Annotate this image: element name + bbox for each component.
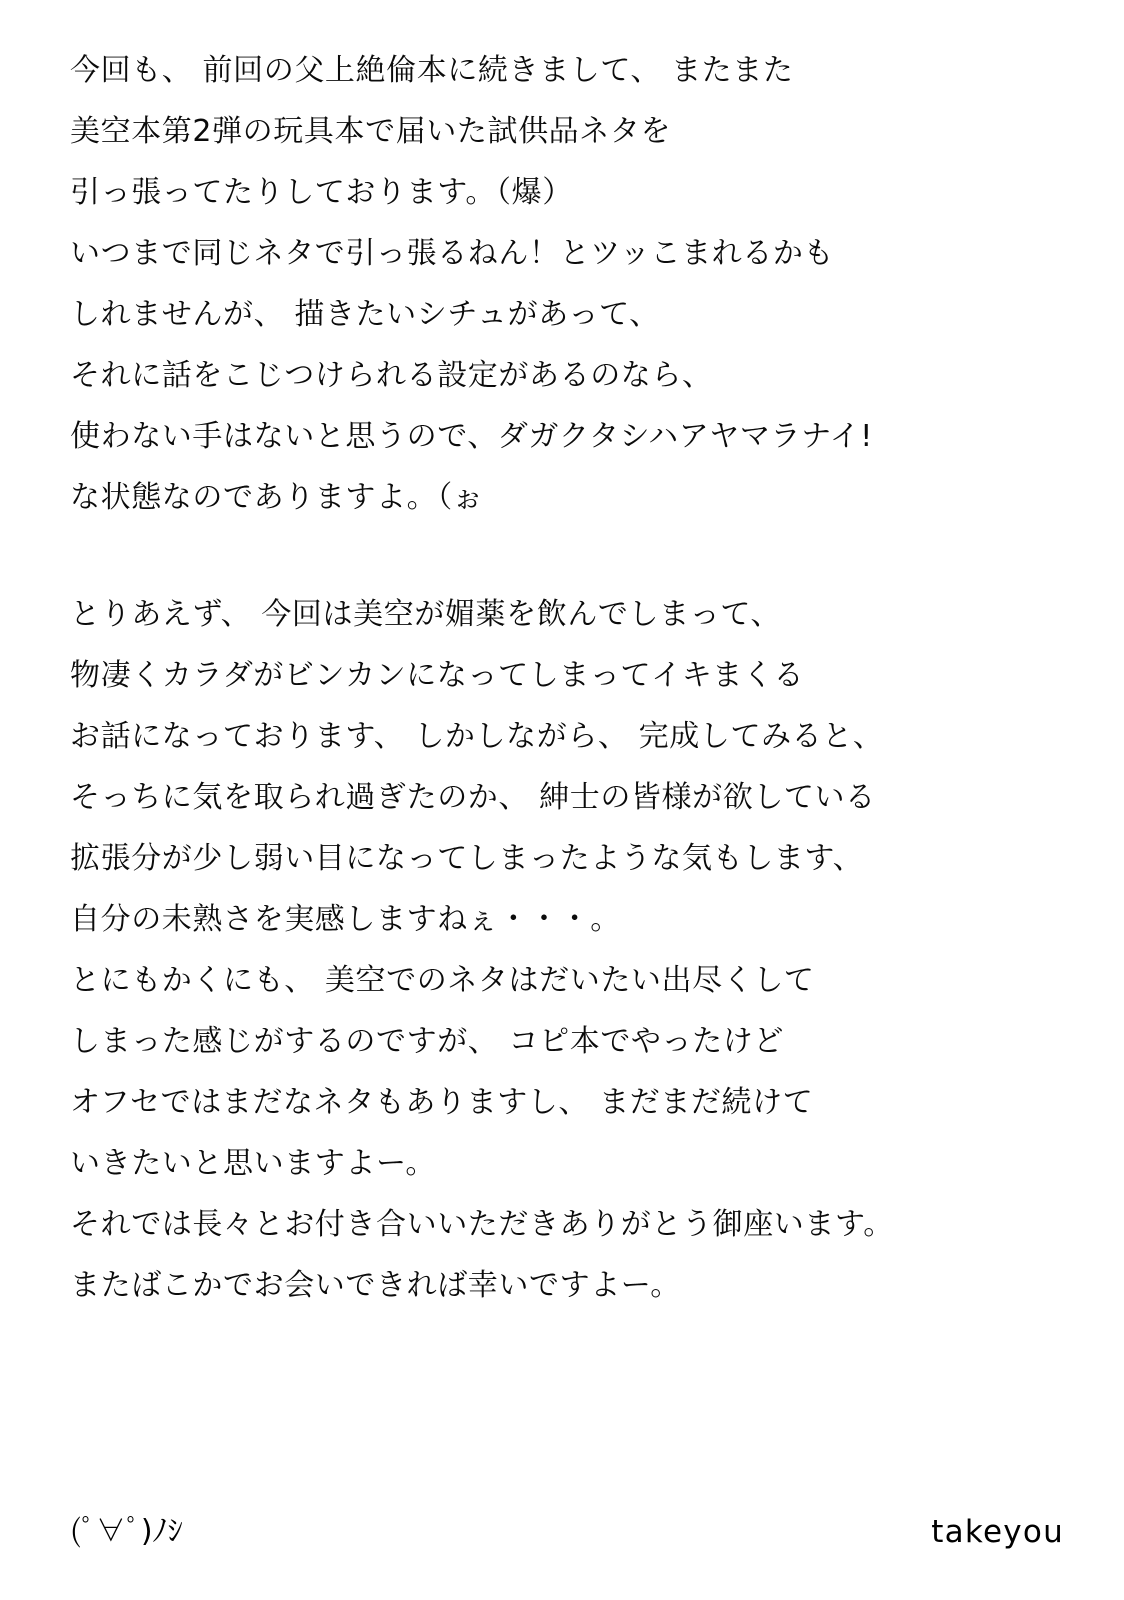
text-line: 拡張分が少し弱い目になってしまったような気もします、 bbox=[70, 841, 864, 876]
text-line: いきたいと思いますよー。 bbox=[70, 1146, 436, 1181]
text-line: 自分の未熟さを実感しますねぇ・・・。 bbox=[70, 902, 621, 937]
text-line: しれませんが、 描きたいシチュがあって、 bbox=[70, 297, 660, 332]
text-line: 物凄くカラダがビンカンになってしまってイキまくる bbox=[70, 658, 805, 693]
text-line: 美空本第2弾の玩具本で届いた試供品ネタを bbox=[70, 114, 672, 149]
text-line: とにもかくにも、 美空でのネタはだいたい出尽くして bbox=[70, 963, 815, 998]
text-line: それに話をこじつけられる設定があるのなら、 bbox=[70, 358, 713, 393]
signature-row bbox=[70, 1512, 1064, 1552]
afterword-text bbox=[70, 40, 1064, 1316]
text-line: 使わない手はないと思うので、ダガクタシハアヤマラナイ! bbox=[70, 419, 873, 454]
author-signature: takeyou bbox=[931, 1514, 1064, 1550]
text-line: またばこかでお会いできれば幸いですよー。 bbox=[70, 1268, 681, 1303]
kaomoji: (ﾟ∀ﾟ)ﾉｼ bbox=[70, 1514, 183, 1549]
text-line: オフセではまだなネタもありますし、 まだまだ続けて bbox=[70, 1085, 814, 1120]
text-line: 今回も、 前回の父上絶倫本に続きまして、 またまた bbox=[70, 53, 794, 88]
text-line: そっちに気を取られ過ぎたのか、 紳士の皆様が欲している bbox=[70, 780, 876, 815]
text-line: 引っ張ってたりしております。（爆） bbox=[70, 175, 573, 210]
text-line: しまった感じがするのですが、 コピ本でやったけど bbox=[70, 1024, 784, 1059]
text-line: な状態なのでありますよ。（ぉ bbox=[70, 480, 484, 515]
text-line: それでは長々とお付き合いいただきありがとう御座います。 bbox=[70, 1207, 894, 1242]
paragraph-1 bbox=[70, 40, 1064, 528]
text-line: いつまで同じネタで引っ張るねん！とツッこまれるかも bbox=[70, 236, 835, 271]
text-line: お話になっております、 しかしながら、 完成してみると、 bbox=[70, 719, 884, 754]
text-line: とりあえず、 今回は美空が媚薬を飲んでしまって、 bbox=[70, 597, 781, 632]
paragraph-2 bbox=[70, 584, 1064, 1316]
